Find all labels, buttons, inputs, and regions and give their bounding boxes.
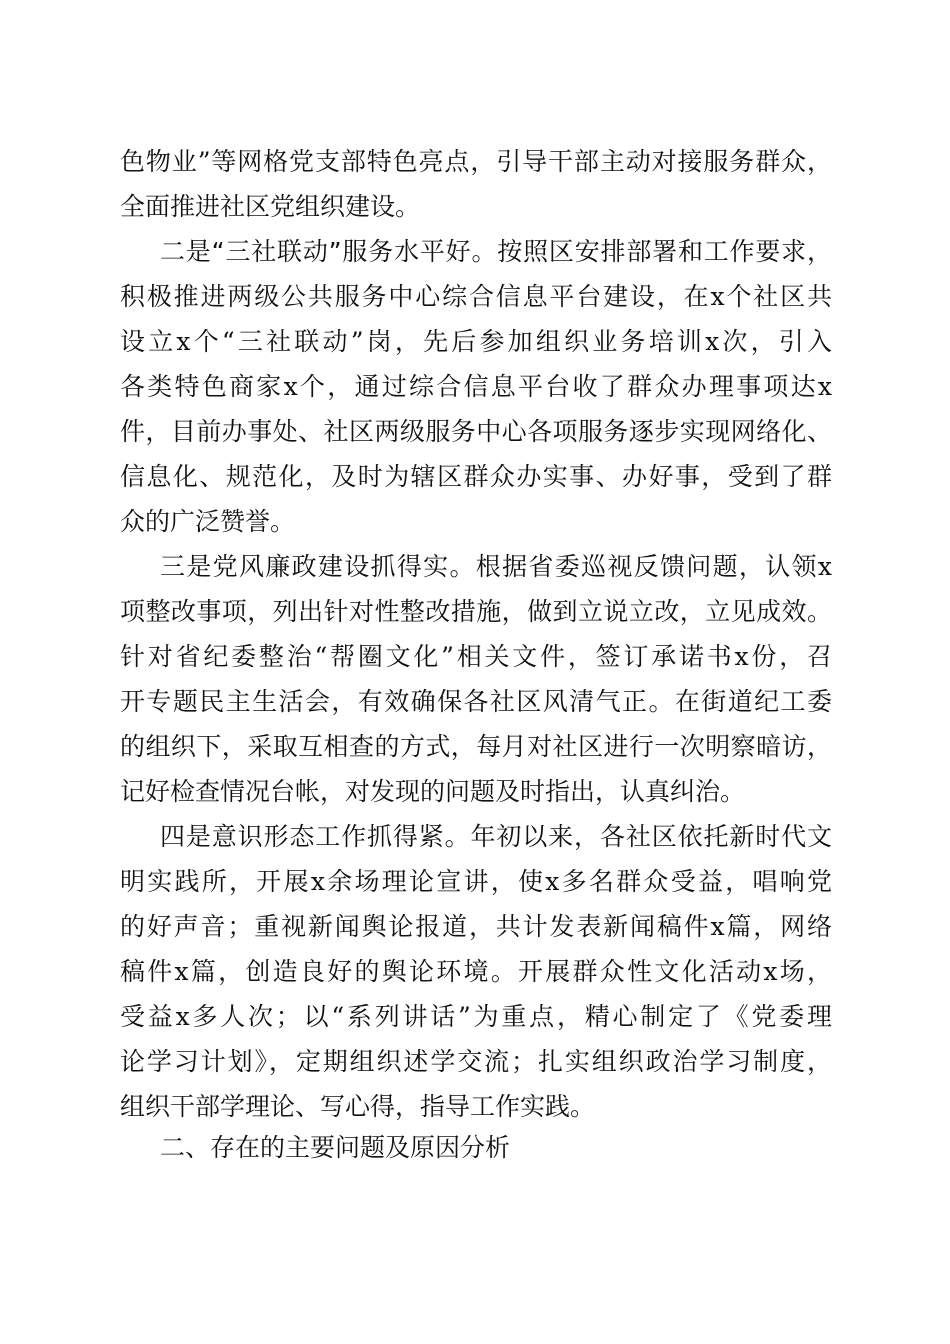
paragraph-line: 组织干部学理论、写心得，指导工作实践。 <box>120 1092 596 1121</box>
paragraph-line: 全面推进社区党组织建设。 <box>120 192 421 221</box>
paragraph-line: 受益x多人次；以“系列讲话”为重点，精心制定了《党委理 <box>120 1002 832 1031</box>
paragraph-line: 众的广泛赞誉。 <box>120 507 296 536</box>
paragraph-line: 积极推进两级公共服务中心综合信息平台建设，在x个社区共 <box>120 282 832 311</box>
paragraph-line: 信息化、规范化，及时为辖区群众办实事、办好事，受到了群 <box>120 462 832 491</box>
paragraph-line: 的组织下，采取互相查的方式，每月对社区进行一次明察暗访， <box>120 732 832 761</box>
paragraph-line: 色物业”等网格党支部特色亮点，引导干部主动对接服务群众， <box>120 147 832 176</box>
paragraph-lead: 二是“三社联动”服务水平好。 <box>160 237 498 266</box>
paragraph-text: 根据省委巡视反馈问题，认领x <box>475 552 832 581</box>
paragraph-text: 按照区安排部署和工作要求， <box>497 237 832 266</box>
paragraph-text: 年初以来，各社区依托新时代文 <box>470 822 832 851</box>
paragraph-line: 针对省纪委整治“帮圈文化”相关文件，签订承诺书x份，召 <box>120 642 832 671</box>
paragraph-line: 论学习计划》，定期组织述学交流；扎实组织政治学习制度， <box>120 1047 832 1076</box>
paragraph-lead: 三是党风廉政建设抓得实。 <box>160 552 476 581</box>
paragraph-first-line <box>160 237 832 267</box>
paragraph-line: 的好声音；重视新闻舆论报道，共计发表新闻稿件x篇，网络 <box>120 912 832 941</box>
paragraph-first-line <box>160 822 832 852</box>
paragraph-line: 设立x个“三社联动”岗，先后参加组织业务培训x次，引入 <box>120 327 832 356</box>
paragraph-line: 稿件x篇，创造良好的舆论环境。开展群众性文化活动x场， <box>120 957 832 986</box>
section-heading: 二、存在的主要问题及原因分析 <box>160 1133 511 1162</box>
paragraph-first-line <box>160 552 832 582</box>
paragraph-line: 开专题民主生活会，有效确保各社区风清气正。在街道纪工委 <box>120 687 832 716</box>
paragraph-line: 件，目前办事处、社区两级服务中心各项服务逐步实现网络化、 <box>120 417 832 446</box>
paragraph-line: 项整改事项，列出针对性整改措施，做到立说立改，立见成效。 <box>120 597 832 626</box>
paragraph-line: 各类特色商家x个，通过综合信息平台收了群众办理事项达x <box>120 372 832 401</box>
paragraph-line: 明实践所，开展x余场理论宣讲，使x多名群众受益，唱响党 <box>120 867 832 896</box>
paragraph-line: 记好检查情况台帐，对发现的问题及时指出，认真纠治。 <box>120 777 746 806</box>
paragraph-lead: 四是意识形态工作抓得紧。 <box>160 822 471 851</box>
